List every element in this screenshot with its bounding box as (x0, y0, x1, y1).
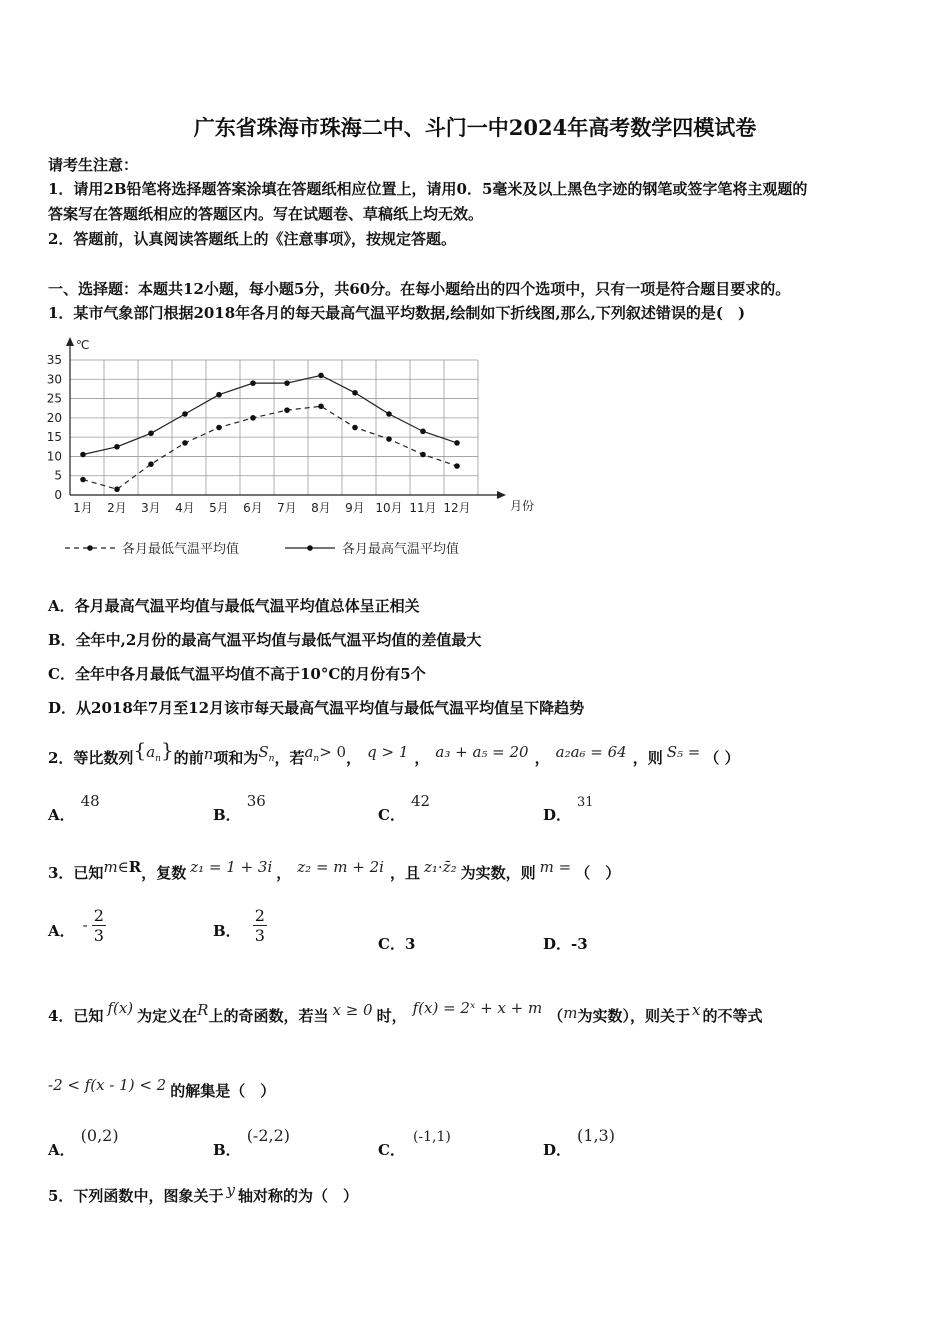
page-title: 广东省珠海市珠海二中、斗门一中2024年高考数学四模试卷 (193, 115, 757, 140)
y-tick-label: 20 (46, 410, 62, 425)
q1-stem: 1．某市气象部门根据2018年各月的每天最高气温平均数据,绘制如下折线图,那么,下列叙述错误的是( ) (48, 304, 746, 322)
q2-mid2: 项和为 (213, 749, 259, 767)
data-point (250, 380, 256, 386)
q4-cond: x ≥ 0 (332, 1001, 373, 1019)
q3-option-c: C．3 (378, 935, 416, 953)
q3-z2: z₂ = m + 2i (297, 858, 384, 876)
data-point (148, 430, 154, 436)
q2-stem: 2．等比数列$\{a_n\}$的前n项和为$S_n$，若$a_n> 0$， q > 1 ， a₃ + a₅ = 20 ， a₂a₆ = 64 ，则 S₅ = （ ） (48, 738, 740, 767)
data-point (182, 411, 188, 417)
q4-option-a: A．(0,2) (48, 1126, 119, 1159)
y-tick-label: 25 (46, 391, 62, 406)
q2-option-d: D．31 (543, 795, 594, 824)
series-line-min (83, 406, 457, 489)
data-point (80, 452, 86, 458)
q3-stem: 3．已知m∈R，复数 z₁ = 1 + 3i ， z₂ = m + 2i ，且 z₁·z̄₂ 为实数，则 m = （ ） (48, 858, 621, 882)
y-axis-arrow (66, 337, 74, 346)
q2-pre: 2．等比数列 (48, 749, 134, 767)
q3-option-b: B． $\frac{2}{3}$ (213, 906, 265, 945)
x-axis-unit: 月份 (510, 499, 535, 513)
q3-z1: z₁ = 1 + 3i (190, 858, 273, 876)
x-tick-label: 11月 (409, 501, 437, 515)
q2-seq: a (146, 743, 156, 761)
q2-cond4: a₂a₆ = 64 (555, 743, 627, 761)
q4-option-b: B．(-2,2) (213, 1126, 291, 1159)
y-tick-label: 5 (54, 468, 62, 483)
q2-ask: S₅ = (666, 743, 701, 761)
x-tick-label: 12月 (443, 501, 471, 515)
x-tick-label: 2月 (107, 501, 127, 515)
data-point (216, 425, 222, 431)
x-axis-arrow (497, 491, 506, 499)
notice-item-1a: 1．请用2B铅笔将选择题答案涂填在答题纸相应位置上，请用0．5毫米及以上黑色字迹的钢笔或签字笔将主观题的 (48, 180, 808, 198)
data-point (420, 429, 426, 435)
x-tick-label: 8月 (311, 501, 331, 515)
q4-stem: 4．已知 f(x) 为定义在R上的奇函数，若当 x ≥ 0 时， f(x) = 2ˣ + x + m （m为实数），则关于 x 的不等式 (48, 999, 763, 1025)
y-tick-label: 10 (46, 449, 62, 464)
y-tick-label: 35 (46, 353, 62, 367)
data-point (182, 440, 188, 446)
data-point (80, 477, 86, 483)
q2-option-b: B．36 (213, 792, 266, 824)
x-tick-label: 1月 (73, 501, 93, 515)
data-point (386, 411, 392, 417)
series-line-max (83, 375, 457, 454)
q2-cond3: a₃ + a₅ = 20 (435, 743, 529, 761)
legend-label: 各月最低气温平均值 (122, 542, 240, 557)
data-point (114, 486, 120, 492)
q2-option-a: A．48 (48, 792, 100, 824)
q2-s: S (258, 743, 269, 761)
notice-heading: 请考生注意： (48, 156, 139, 174)
data-point (318, 403, 324, 409)
data-point (284, 380, 290, 386)
data-point (420, 452, 426, 458)
q3-option-a: A． - $\frac{2}{3}$ (48, 906, 104, 945)
q3-prod: z₁·z̄₂ (424, 858, 457, 876)
q4-inequality: -2 < f(x - 1) < 2 的解集是（ ） (48, 1076, 276, 1100)
q5-stem: 5．下列函数中，图象关于 y 轴对称的为（ ） (48, 1181, 358, 1205)
data-point (216, 392, 222, 398)
q3-ask: m = (539, 858, 572, 876)
data-point (114, 444, 120, 450)
q1-option-d: D．从2018年7月至12月该市每天最高气温平均值与最低气温平均值呈下降趋势 (48, 699, 585, 717)
q4-option-c: C．(-1,1) (378, 1129, 451, 1159)
legend-label: 各月最高气温平均值 (342, 542, 460, 557)
section-heading: 一、选择题：本题共12小题，每小题5分，共60分。在每小题给出的四个选项中，只有一项是符合题目要求的。 (48, 280, 791, 298)
q1-option-b: B．全年中,2月份的最高气温平均值与最低气温平均值的差值最大 (48, 631, 482, 649)
data-point (454, 463, 460, 469)
legend-marker (87, 545, 93, 551)
data-point (386, 436, 392, 442)
x-tick-label: 7月 (277, 501, 297, 515)
x-tick-label: 6月 (243, 501, 263, 515)
x-tick-label: 3月 (141, 501, 161, 515)
x-tick-label: 5月 (209, 501, 229, 515)
x-tick-label: 4月 (175, 501, 195, 515)
notice-item-2: 2．答题前，认真阅读答题纸上的《注意事项》，按规定答题。 (48, 230, 456, 248)
q1-option-a: A．各月最高气温平均值与最低气温平均值总体呈正相关 (48, 597, 420, 615)
q2-mid1: 的前 (173, 749, 204, 767)
data-point (352, 425, 358, 431)
y-axis-unit: ℃ (76, 338, 90, 352)
q1-option-c: C．全年中各月最低气温平均值不高于10°C的月份有5个 (48, 665, 426, 683)
q4-option-d: D．(1,3) (543, 1126, 615, 1159)
data-point (284, 407, 290, 413)
x-tick-label: 10月 (375, 501, 403, 515)
q3-cond1: m∈ (103, 858, 129, 876)
q2-cond1: a (304, 743, 314, 761)
notice-item-1b: 答案写在答题纸相应的答题区内。写在试题卷、草稿纸上均无效。 (48, 205, 484, 223)
data-point (148, 461, 154, 467)
x-tick-label: 9月 (345, 501, 365, 515)
q3-option-d: D．-3 (543, 935, 588, 953)
data-point (250, 415, 256, 421)
y-tick-label: 30 (46, 372, 62, 387)
q2-n: n (203, 745, 214, 763)
q4-f: f(x) (107, 999, 134, 1017)
q2-mid3: ，若 (274, 749, 305, 767)
data-point (352, 390, 358, 396)
y-tick-label: 15 (46, 430, 62, 445)
temperature-line-chart (45, 335, 535, 565)
q2-cond2: q > 1 (367, 743, 409, 761)
data-point (454, 440, 460, 446)
legend-marker (307, 545, 313, 551)
q4-expr: f(x) = 2ˣ + x + m (412, 999, 543, 1017)
q2-option-c: C．42 (378, 792, 431, 824)
data-point (318, 373, 324, 379)
y-tick-label: 0 (54, 488, 62, 502)
